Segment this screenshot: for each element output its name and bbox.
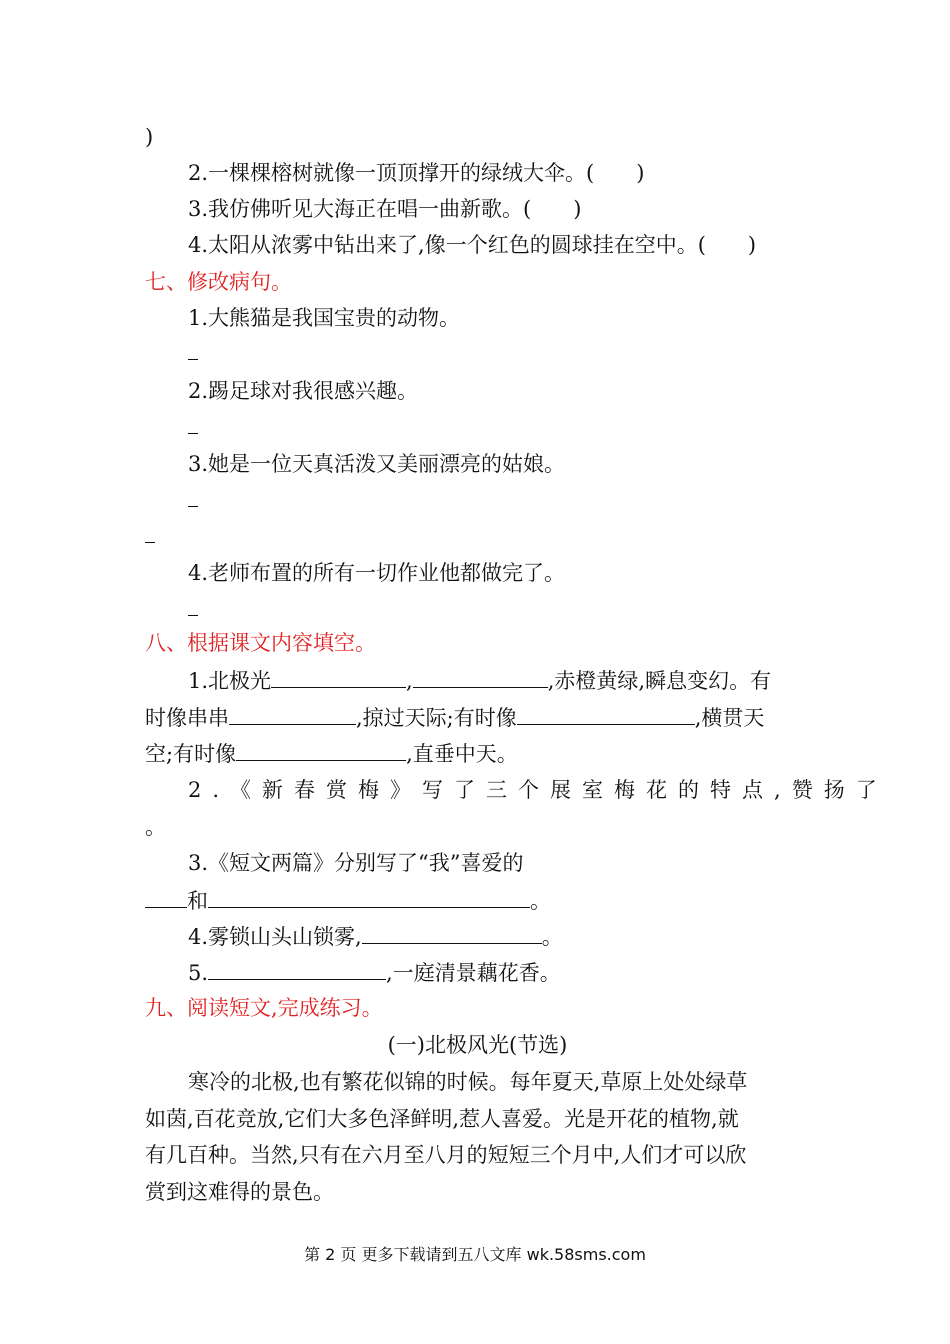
fill-blank[interactable] (517, 702, 695, 725)
page-footer: 第 2 页 更多下载请到五八文库 wk.58sms.com (304, 1245, 646, 1264)
s8-q1-text: 时像串串 (145, 706, 229, 730)
fill-blank[interactable] (413, 665, 548, 688)
s8-q1-text: ,横贯天 (694, 706, 765, 730)
s8-q2-line2: 。 (145, 815, 166, 839)
s8-q3-line1: 3.《短文两篇》分别写了“我”喜爱的 (188, 851, 524, 875)
section-8-heading: 八、根据课文内容填空。 (145, 631, 376, 655)
passage-line: 赏到这难得的景色。 (145, 1180, 334, 1204)
s8-q2-line1: 2.《新春赏梅》写了三个展室梅花的特点,赞扬了 (188, 778, 888, 802)
s8-q1-text: ,掠过天际;有时像 (356, 706, 517, 730)
s8-q3-text: 。 (530, 889, 551, 913)
s8-q3-line2 (145, 885, 810, 916)
s8-q1-line3 (145, 738, 810, 769)
s8-q1-line1 (188, 665, 810, 696)
s8-q4-text: 。 (541, 925, 563, 949)
paren-fragment: ) (145, 125, 154, 149)
answer-line (188, 485, 810, 515)
s8-q4 (188, 921, 810, 952)
s8-q1-text: ,直垂中天。 (406, 742, 518, 766)
s8-q5-text: 5. (188, 961, 209, 985)
fill-blank[interactable] (271, 665, 406, 688)
s7-item-2: 2.踢足球对我很感兴趣。 (188, 379, 419, 403)
s8-q5 (188, 957, 810, 988)
s7-item-1: 1.大熊猫是我国宝贵的动物。 (188, 306, 461, 330)
section-9-heading: 九、阅读短文,完成练习。 (145, 996, 383, 1020)
passage-line: 如茵,百花竞放,它们大多色泽鲜明,惹人喜爱。光是开花的植物,就 (145, 1107, 739, 1131)
s8-q5-text: ,一庭清景藕花香。 (386, 961, 561, 985)
s8-q1-text: , (406, 669, 413, 693)
s8-q1-text: 1.北极光 (188, 669, 272, 693)
fill-blank[interactable] (362, 921, 542, 944)
s8-q1-line2 (145, 702, 810, 733)
answer-line (188, 412, 810, 442)
fill-blank[interactable] (145, 885, 187, 908)
answer-line (145, 521, 810, 551)
passage-line: 有几百种。当然,只有在六月至八月的短短三个月中,人们才可以欣 (145, 1143, 747, 1167)
s8-q3-text: 和 (187, 889, 208, 913)
s7-item-3: 3.她是一位天真活泼又美丽漂亮的姑娘。 (188, 452, 566, 476)
fill-blank[interactable] (229, 702, 356, 725)
answer-line (188, 594, 810, 624)
s8-q1-text: 空;有时像 (145, 742, 237, 766)
passage-line: 寒冷的北极,也有繁花似锦的时候。每年夏天,草原上处处绿草 (188, 1070, 748, 1094)
q6-item-4: 4.太阳从浓雾中钻出来了,像一个红色的圆球挂在空中。( ) (188, 233, 757, 257)
fill-blank[interactable] (208, 957, 386, 980)
fill-blank[interactable] (208, 885, 530, 908)
section-7-heading: 七、修改病句。 (145, 270, 292, 294)
s8-q4-text: 4.雾锁山头山锁雾, (188, 925, 362, 949)
answer-line (188, 338, 810, 368)
q6-item-2: 2.一棵棵榕树就像一顶顶撑开的绿绒大伞。( ) (188, 161, 645, 185)
s7-item-4: 4.老师布置的所有一切作业他都做完了。 (188, 561, 566, 585)
q6-item-3: 3.我仿佛听见大海正在唱一曲新歌。( ) (188, 197, 582, 221)
passage-title: (一)北极风光(节选) (387, 1033, 568, 1057)
s8-q1-text: ,赤橙黄绿,瞬息变幻。有 (547, 669, 772, 693)
fill-blank[interactable] (236, 738, 406, 761)
